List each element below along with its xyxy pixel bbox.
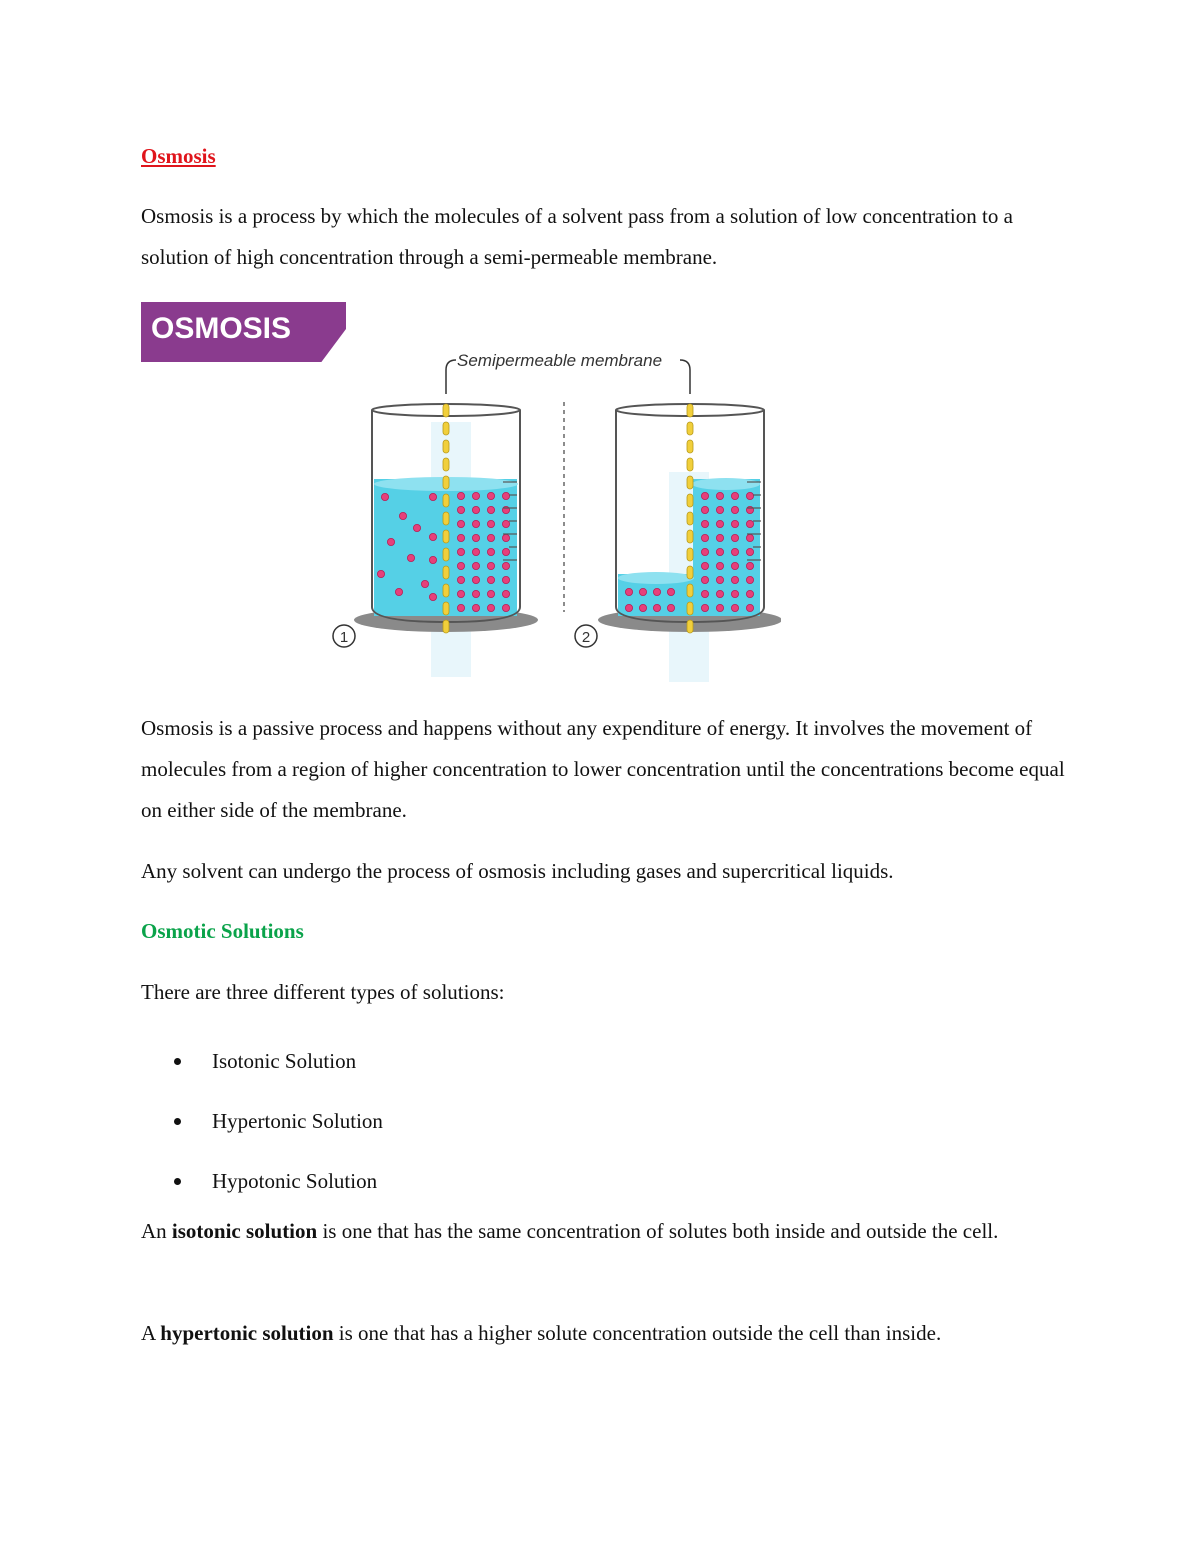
solute-particle bbox=[429, 493, 436, 500]
solute-particle bbox=[502, 534, 509, 541]
membrane-segment bbox=[687, 476, 693, 489]
membrane-segment bbox=[443, 602, 449, 615]
isotonic-term: isotonic solution bbox=[171, 1219, 318, 1243]
solute-particle bbox=[457, 520, 464, 527]
isotonic-pre: An bbox=[141, 1219, 172, 1243]
solute-particle bbox=[407, 554, 414, 561]
solute-particle bbox=[716, 548, 723, 555]
solute-particle bbox=[429, 556, 436, 563]
solute-particle bbox=[667, 604, 674, 611]
solute-particle bbox=[716, 576, 723, 583]
solute-particle bbox=[701, 590, 708, 597]
list-item-label: Hypertonic Solution bbox=[212, 1109, 383, 1133]
solute-particle bbox=[502, 492, 509, 499]
solute-particle bbox=[746, 520, 753, 527]
membrane-leader-line bbox=[446, 360, 456, 394]
membrane-segment bbox=[443, 494, 449, 507]
solute-particle bbox=[413, 524, 420, 531]
solute-particle bbox=[429, 533, 436, 540]
membrane-segment bbox=[443, 548, 449, 561]
types-intro: There are three different types of solutions: bbox=[141, 980, 505, 1004]
membrane-segment bbox=[443, 458, 449, 471]
solute-particle bbox=[472, 520, 479, 527]
solute-particle bbox=[667, 588, 674, 595]
solute-particle bbox=[429, 593, 436, 600]
solute-particle bbox=[716, 590, 723, 597]
solute-particle bbox=[457, 604, 464, 611]
beaker-2 bbox=[616, 404, 764, 633]
membrane-segment bbox=[687, 440, 693, 453]
solute-particle bbox=[502, 576, 509, 583]
solute-particle bbox=[472, 576, 479, 583]
solute-particle bbox=[639, 588, 646, 595]
membrane-segment bbox=[443, 404, 449, 417]
membrane-segment bbox=[687, 566, 693, 579]
solute-particle bbox=[487, 520, 494, 527]
solute-particle bbox=[395, 588, 402, 595]
membrane-segment bbox=[443, 440, 449, 453]
isotonic-post: is one that has the same concentration of solutes both inside and outside the cell. bbox=[317, 1219, 999, 1243]
solute-particle bbox=[746, 548, 753, 555]
solute-particle bbox=[701, 534, 708, 541]
intro-paragraph: Osmosis is a process by which the molecules of a solvent pass from a solution of low concentration to a solution of high concentration through a semi-permeable membrane. bbox=[141, 204, 1013, 269]
membrane-segment bbox=[687, 620, 693, 633]
membrane-segment bbox=[443, 566, 449, 579]
solute-particle bbox=[487, 604, 494, 611]
solute-particle bbox=[487, 506, 494, 513]
solute-particle bbox=[457, 506, 464, 513]
solute-particle bbox=[399, 512, 406, 519]
solute-particle bbox=[487, 534, 494, 541]
membrane-leader-line bbox=[680, 360, 690, 394]
solute-particle bbox=[472, 534, 479, 541]
hypertonic-term: hypertonic solution bbox=[160, 1321, 334, 1345]
membrane-label: Semipermeable membrane bbox=[457, 351, 663, 370]
solution-types-list bbox=[170, 1031, 383, 1211]
section-heading-osmotic-solutions: Osmotic Solutions bbox=[141, 919, 304, 943]
list-item bbox=[170, 1151, 383, 1211]
solute-particle bbox=[639, 604, 646, 611]
solute-particle bbox=[381, 493, 388, 500]
membrane-segment bbox=[443, 512, 449, 525]
beaker-diagram bbox=[141, 302, 781, 682]
solute-particle bbox=[457, 534, 464, 541]
membrane-segment bbox=[687, 530, 693, 543]
solute-particle bbox=[487, 548, 494, 555]
solute-particle bbox=[653, 604, 660, 611]
solute-particle bbox=[701, 576, 708, 583]
list-item-label: Isotonic Solution bbox=[212, 1049, 357, 1073]
solute-particle bbox=[457, 590, 464, 597]
solute-particle bbox=[731, 492, 738, 499]
membrane-segment bbox=[443, 530, 449, 543]
membrane-segment bbox=[687, 548, 693, 561]
solute-particle bbox=[746, 604, 753, 611]
solute-particle bbox=[731, 604, 738, 611]
solute-particle bbox=[701, 562, 708, 569]
solute-particle bbox=[502, 548, 509, 555]
solute-particle bbox=[731, 534, 738, 541]
hypertonic-pre: A bbox=[141, 1321, 161, 1345]
solute-particle bbox=[472, 562, 479, 569]
solute-particle bbox=[472, 506, 479, 513]
membrane-segment bbox=[443, 422, 449, 435]
solute-particle bbox=[731, 590, 738, 597]
solute-particle bbox=[701, 492, 708, 499]
solute-particle bbox=[625, 604, 632, 611]
solute-particle bbox=[701, 604, 708, 611]
solute-particle bbox=[457, 562, 464, 569]
solute-particle bbox=[457, 492, 464, 499]
membrane-segment bbox=[687, 404, 693, 417]
hypertonic-paragraph bbox=[141, 1313, 1081, 1354]
membrane-segment bbox=[687, 422, 693, 435]
solute-particle bbox=[716, 534, 723, 541]
figure-banner-text: OSMOSIS bbox=[151, 312, 292, 345]
solute-particle bbox=[472, 604, 479, 611]
solute-particle bbox=[472, 590, 479, 597]
solute-particle bbox=[716, 604, 723, 611]
solute-particle bbox=[387, 538, 394, 545]
solute-particle bbox=[472, 548, 479, 555]
list-item-label: Hypotonic Solution bbox=[212, 1169, 378, 1193]
solute-particle bbox=[716, 562, 723, 569]
solute-particle bbox=[472, 492, 479, 499]
water-surface bbox=[692, 478, 760, 490]
solute-particle bbox=[457, 576, 464, 583]
solute-particle bbox=[502, 520, 509, 527]
membrane-segment bbox=[687, 512, 693, 525]
solute-particle bbox=[746, 576, 753, 583]
beaker-number-2: 2 bbox=[581, 629, 591, 646]
solute-particle bbox=[701, 548, 708, 555]
solute-particle bbox=[421, 580, 428, 587]
solute-particle bbox=[746, 534, 753, 541]
solute-particle bbox=[716, 492, 723, 499]
solute-particle bbox=[487, 576, 494, 583]
list-item bbox=[170, 1031, 383, 1091]
osmosis-figure bbox=[141, 302, 781, 682]
page-title: Osmosis bbox=[141, 144, 216, 168]
solute-particle bbox=[487, 492, 494, 499]
list-item bbox=[170, 1091, 383, 1151]
solute-particle bbox=[731, 562, 738, 569]
solute-particle bbox=[487, 562, 494, 569]
bullet-icon bbox=[174, 1058, 181, 1065]
membrane-segment bbox=[687, 602, 693, 615]
solute-particle bbox=[653, 588, 660, 595]
bullet-icon bbox=[174, 1118, 181, 1125]
solute-particle bbox=[716, 506, 723, 513]
membrane-segment bbox=[687, 494, 693, 507]
membrane-segment bbox=[443, 476, 449, 489]
membrane-segment bbox=[443, 584, 449, 597]
membrane-segment bbox=[687, 584, 693, 597]
solute-particle bbox=[701, 520, 708, 527]
membrane-segment bbox=[687, 458, 693, 471]
solute-particle bbox=[625, 588, 632, 595]
solute-particle bbox=[746, 590, 753, 597]
solute-particle bbox=[457, 548, 464, 555]
solute-particle bbox=[746, 492, 753, 499]
solute-particle bbox=[502, 590, 509, 597]
solute-particle bbox=[731, 506, 738, 513]
solute-particle bbox=[716, 520, 723, 527]
isotonic-paragraph bbox=[141, 1211, 1081, 1252]
hypertonic-post: is one that has a higher solute concentration outside the cell than inside. bbox=[333, 1321, 942, 1345]
solute-particle bbox=[746, 562, 753, 569]
bullet-icon bbox=[174, 1178, 181, 1185]
solute-particle bbox=[731, 548, 738, 555]
solute-particle bbox=[731, 520, 738, 527]
beaker-number-1: 1 bbox=[339, 629, 349, 646]
passive-process-paragraph: Osmosis is a passive process and happens without any expenditure of energy. It involves the movement of molecules from a region of higher concentration to lower concentration until the concentrations become equal on either side of the membrane. bbox=[141, 716, 1065, 822]
solute-particle bbox=[701, 506, 708, 513]
solute-particle bbox=[502, 604, 509, 611]
solute-particle bbox=[377, 570, 384, 577]
water-surface bbox=[618, 572, 694, 584]
solute-particle bbox=[731, 576, 738, 583]
solvent-paragraph: Any solvent can undergo the process of osmosis including gases and supercritical liquids. bbox=[141, 859, 894, 883]
solute-particle bbox=[502, 562, 509, 569]
membrane-segment bbox=[443, 620, 449, 633]
solute-particle bbox=[487, 590, 494, 597]
